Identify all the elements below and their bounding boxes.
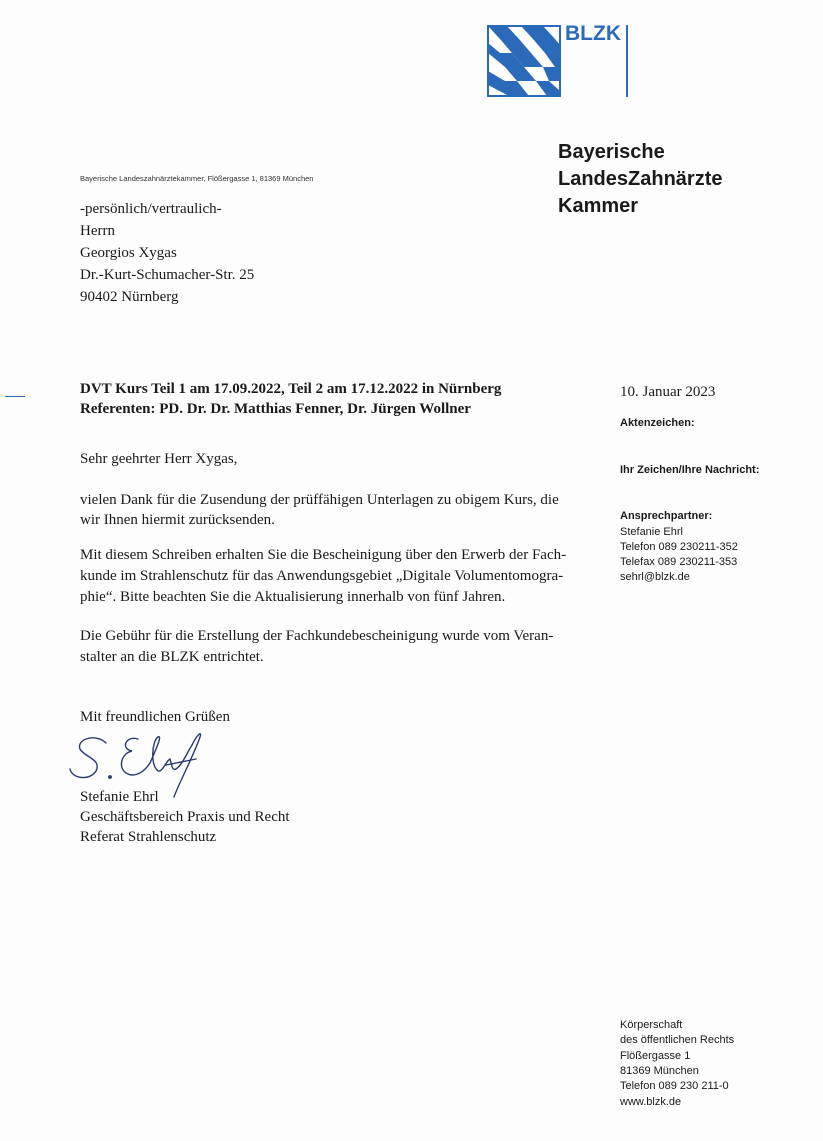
logo-divider xyxy=(626,25,628,97)
subject-line-1: DVT Kurs Teil 1 am 17.09.2022, Teil 2 am 17.12.2022 in Nürnberg xyxy=(80,381,502,397)
bavarian-diamond-logo xyxy=(487,25,561,97)
footer-line: Flößergasse 1 xyxy=(620,1050,691,1062)
contact-email: sehrl@blzk.de xyxy=(620,571,690,583)
fold-mark xyxy=(5,396,25,397)
contact-label: Ansprechpartner: xyxy=(620,510,713,522)
body-line: wir Ihnen hiermit zurücksenden. xyxy=(80,512,275,528)
body-line: kunde im Strahlenschutz für das Anwendungsgebiet „Digitale Volumentomogra- xyxy=(80,568,564,584)
signatory-unit: Referat Strahlenschutz xyxy=(80,829,217,845)
subject-line-2: Referenten: PD. Dr. Dr. Matthias Fenner, Dr. Jürgen Wollner xyxy=(80,401,471,417)
footer-line: des öffentlichen Rechts xyxy=(620,1034,735,1046)
address-line: Dr.-Kurt-Schumacher-Str. 25 xyxy=(80,267,255,283)
closing: Mit freundlichen Grüßen xyxy=(80,709,230,725)
address-line: Georgios Xygas xyxy=(80,245,177,261)
ihr-zeichen-label: Ihr Zeichen/Ihre Nachricht: xyxy=(620,464,760,476)
body-line: Mit diesem Schreiben erhalten Sie die Bescheinigung über den Erwerb der Fach- xyxy=(80,547,567,563)
contact-fax: Telefax 089 230211-353 xyxy=(620,556,738,568)
aktenzeichen-label: Aktenzeichen: xyxy=(620,417,695,429)
sender-line: Bayerische Landeszahnärztekammer, Flößergasse 1, 81369 München xyxy=(80,174,314,183)
address-line: Herrn xyxy=(80,223,115,239)
address-line: 90402 Nürnberg xyxy=(80,289,179,305)
body-line: Die Gebühr für die Erstellung der Fachkundebescheinigung wurde vom Veran- xyxy=(80,628,554,644)
salutation: Sehr geehrter Herr Xygas, xyxy=(80,451,238,467)
letter-date: 10. Januar 2023 xyxy=(620,384,716,400)
org-name-1: Bayerische xyxy=(558,141,665,163)
signatory-name: Stefanie Ehrl xyxy=(80,789,159,805)
footer-line: Körperschaft xyxy=(620,1019,683,1031)
body-line: phie“. Bitte beachten Sie die Aktualisierung innerhalb von fünf Jahren. xyxy=(80,589,506,605)
body-line: stalter an die BLZK entrichtet. xyxy=(80,649,264,665)
contact-name: Stefanie Ehrl xyxy=(620,526,683,538)
body-line: vielen Dank für die Zusendung der prüffähigen Unterlagen zu obigem Kurs, die xyxy=(80,492,559,508)
logo-text: BLZK xyxy=(565,22,621,45)
footer-line: 81369 München xyxy=(620,1065,699,1077)
signatory-department: Geschäftsbereich Praxis und Recht xyxy=(80,809,290,825)
address-line: -persönlich/vertraulich- xyxy=(80,201,222,217)
org-name-2: LandesZahnärzte xyxy=(558,168,723,190)
contact-phone: Telefon 089 230211-352 xyxy=(620,541,738,553)
footer-line: www.blzk.de xyxy=(620,1096,682,1108)
footer-line: Telefon 089 230 211-0 xyxy=(620,1080,729,1092)
org-name-3: Kammer xyxy=(558,195,639,217)
